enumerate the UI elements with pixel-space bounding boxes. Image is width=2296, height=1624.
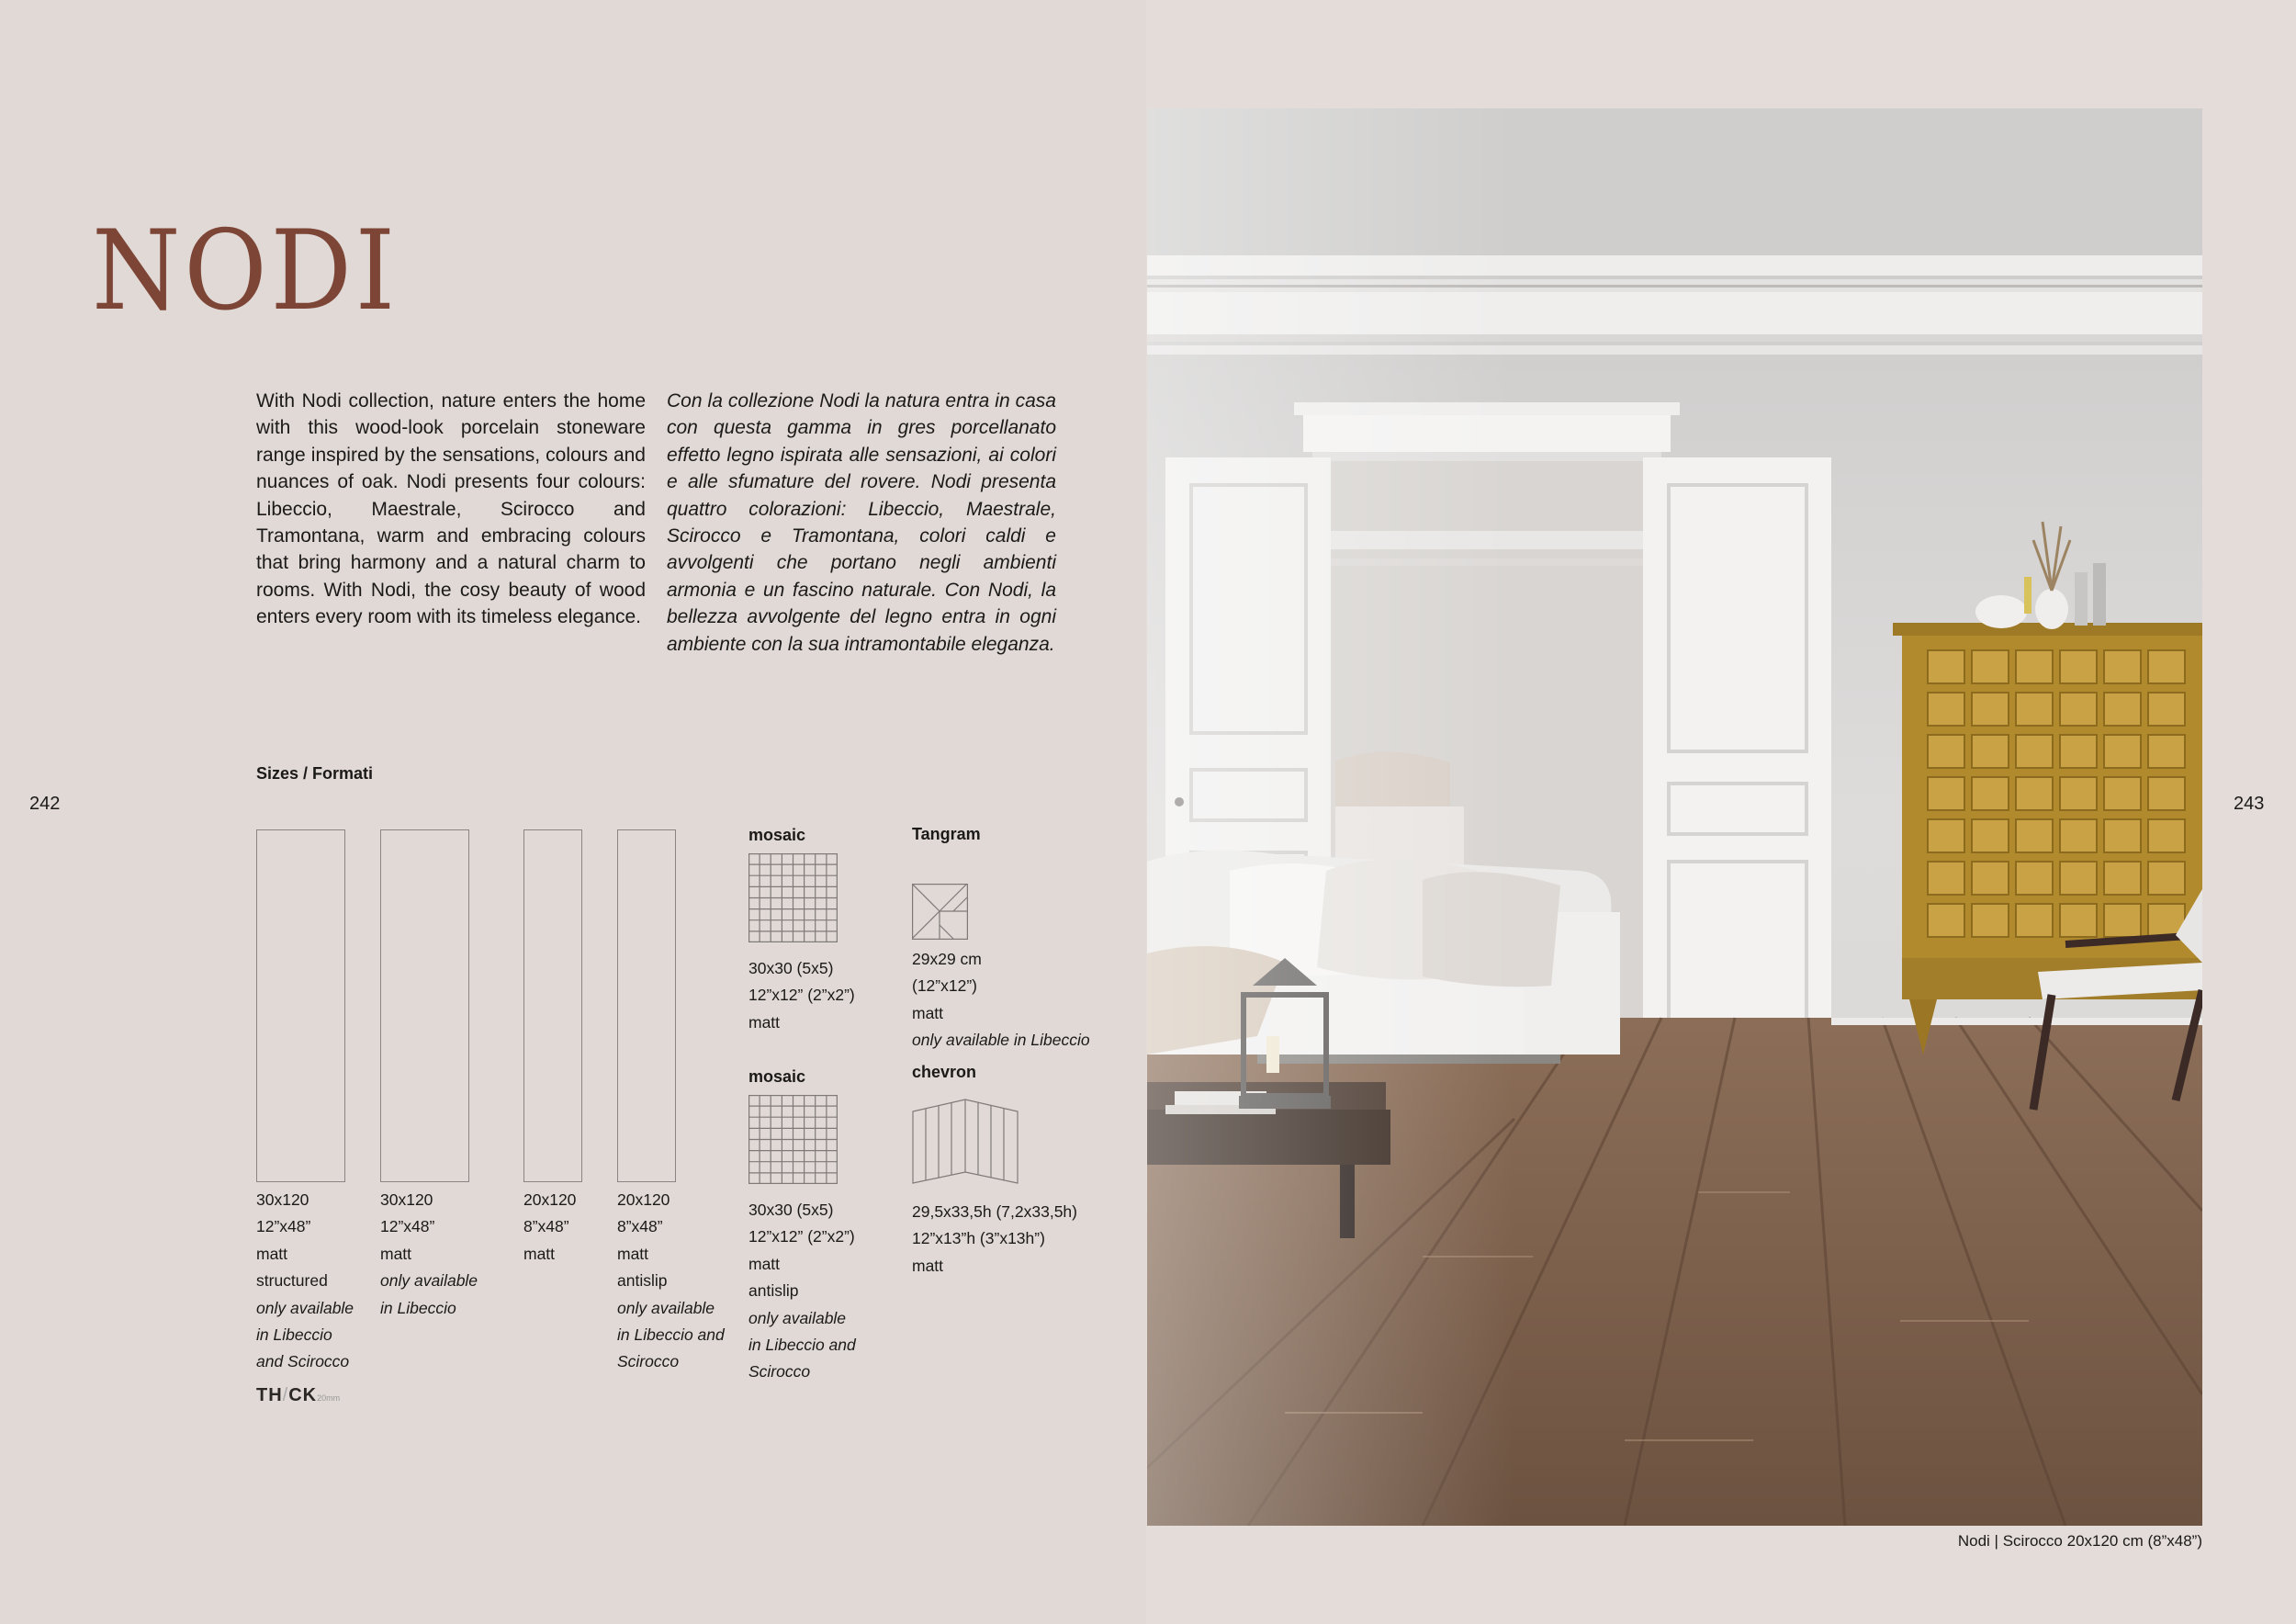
- chevron-spec: 29,5x33,5h (7,2x33,5h) 12”x13”h (3”x13h”) matt: [912, 1202, 1077, 1275]
- plank-30x120-structured-outline: [256, 829, 345, 1182]
- intro-text-it: Con la collezione Nodi la natura entra in casa con questa gamma in gres porcellanato effetto legno ispirata alle sensazioni, ai colori e alle sfumature del rovere. Nodi presenta quattro colorazioni: Libeccio, Maestrale, Scirocco e Tramontana, colori caldi e avvolgenti che portano negli ambienti armonia e un fascino naturale. Con Nodi, la bellezza avvolgente del legno entra in ogni ambiente con la sua intramontabile eleganza.: [667, 390, 1056, 655]
- mosaic-heading-1: mosaic: [748, 826, 806, 844]
- mosaic-heading-2: mosaic: [748, 1067, 806, 1086]
- thick-20mm-logo: TH/CK20mm: [256, 1385, 341, 1405]
- intro-text-en: With Nodi collection, nature enters the home with this wood-look porcelain stoneware range inspired by the sensations, colours and nuances of oak. Nodi presents four colours: Libeccio, Maestrale, Scirocco and Tramontana, warm and embracing colours that bring harmony and a natural charm to rooms. With Nodi, the cosy beauty of wood enters every room with its timeless elegance.: [256, 390, 646, 628]
- room-photo: [1147, 108, 2202, 1526]
- mosaic-spec-2: 30x30 (5x5) 12”x12” (2”x2”) matt antislip only available in Libeccio and Scirocco: [748, 1201, 856, 1382]
- chevron-heading: chevron: [912, 1063, 977, 1081]
- page-number-right: 243: [2234, 794, 2265, 814]
- mosaic-spec-1: 30x30 (5x5) 12”x12” (2”x2”) matt: [748, 959, 855, 1032]
- tangram-icon: [912, 884, 968, 940]
- tangram-spec: 29x29 cm (12”x12”) matt only available in Libeccio: [912, 950, 1090, 1050]
- size-spec-3: 20x120 8”x48” matt: [523, 1190, 577, 1263]
- size-spec-4: 20x120 8”x48” matt antislip only available in Libeccio and Scirocco: [617, 1190, 725, 1371]
- size-spec-1: 30x120 12”x48” matt structured only available in Libeccio and Scirocco: [256, 1190, 355, 1371]
- plank-20x120-antislip-outline: [617, 829, 676, 1182]
- chevron-icon: [912, 1099, 1019, 1184]
- photo-caption: Nodi | Scirocco 20x120 cm (8”x48”): [1957, 1532, 2202, 1550]
- page-number-left: 242: [29, 794, 61, 814]
- page-title: NODI: [92, 208, 399, 335]
- mosaic-grid-icon: [748, 853, 838, 942]
- plank-20x120-outline: [523, 829, 582, 1182]
- sizes-heading: Sizes / Formati: [256, 764, 374, 783]
- size-spec-2: 30x120 12”x48” matt only available in Libeccio: [380, 1190, 478, 1317]
- tangram-heading: Tangram: [912, 825, 981, 843]
- mosaic-grid-icon-2: [748, 1095, 838, 1184]
- plank-30x120-outline: [380, 829, 469, 1182]
